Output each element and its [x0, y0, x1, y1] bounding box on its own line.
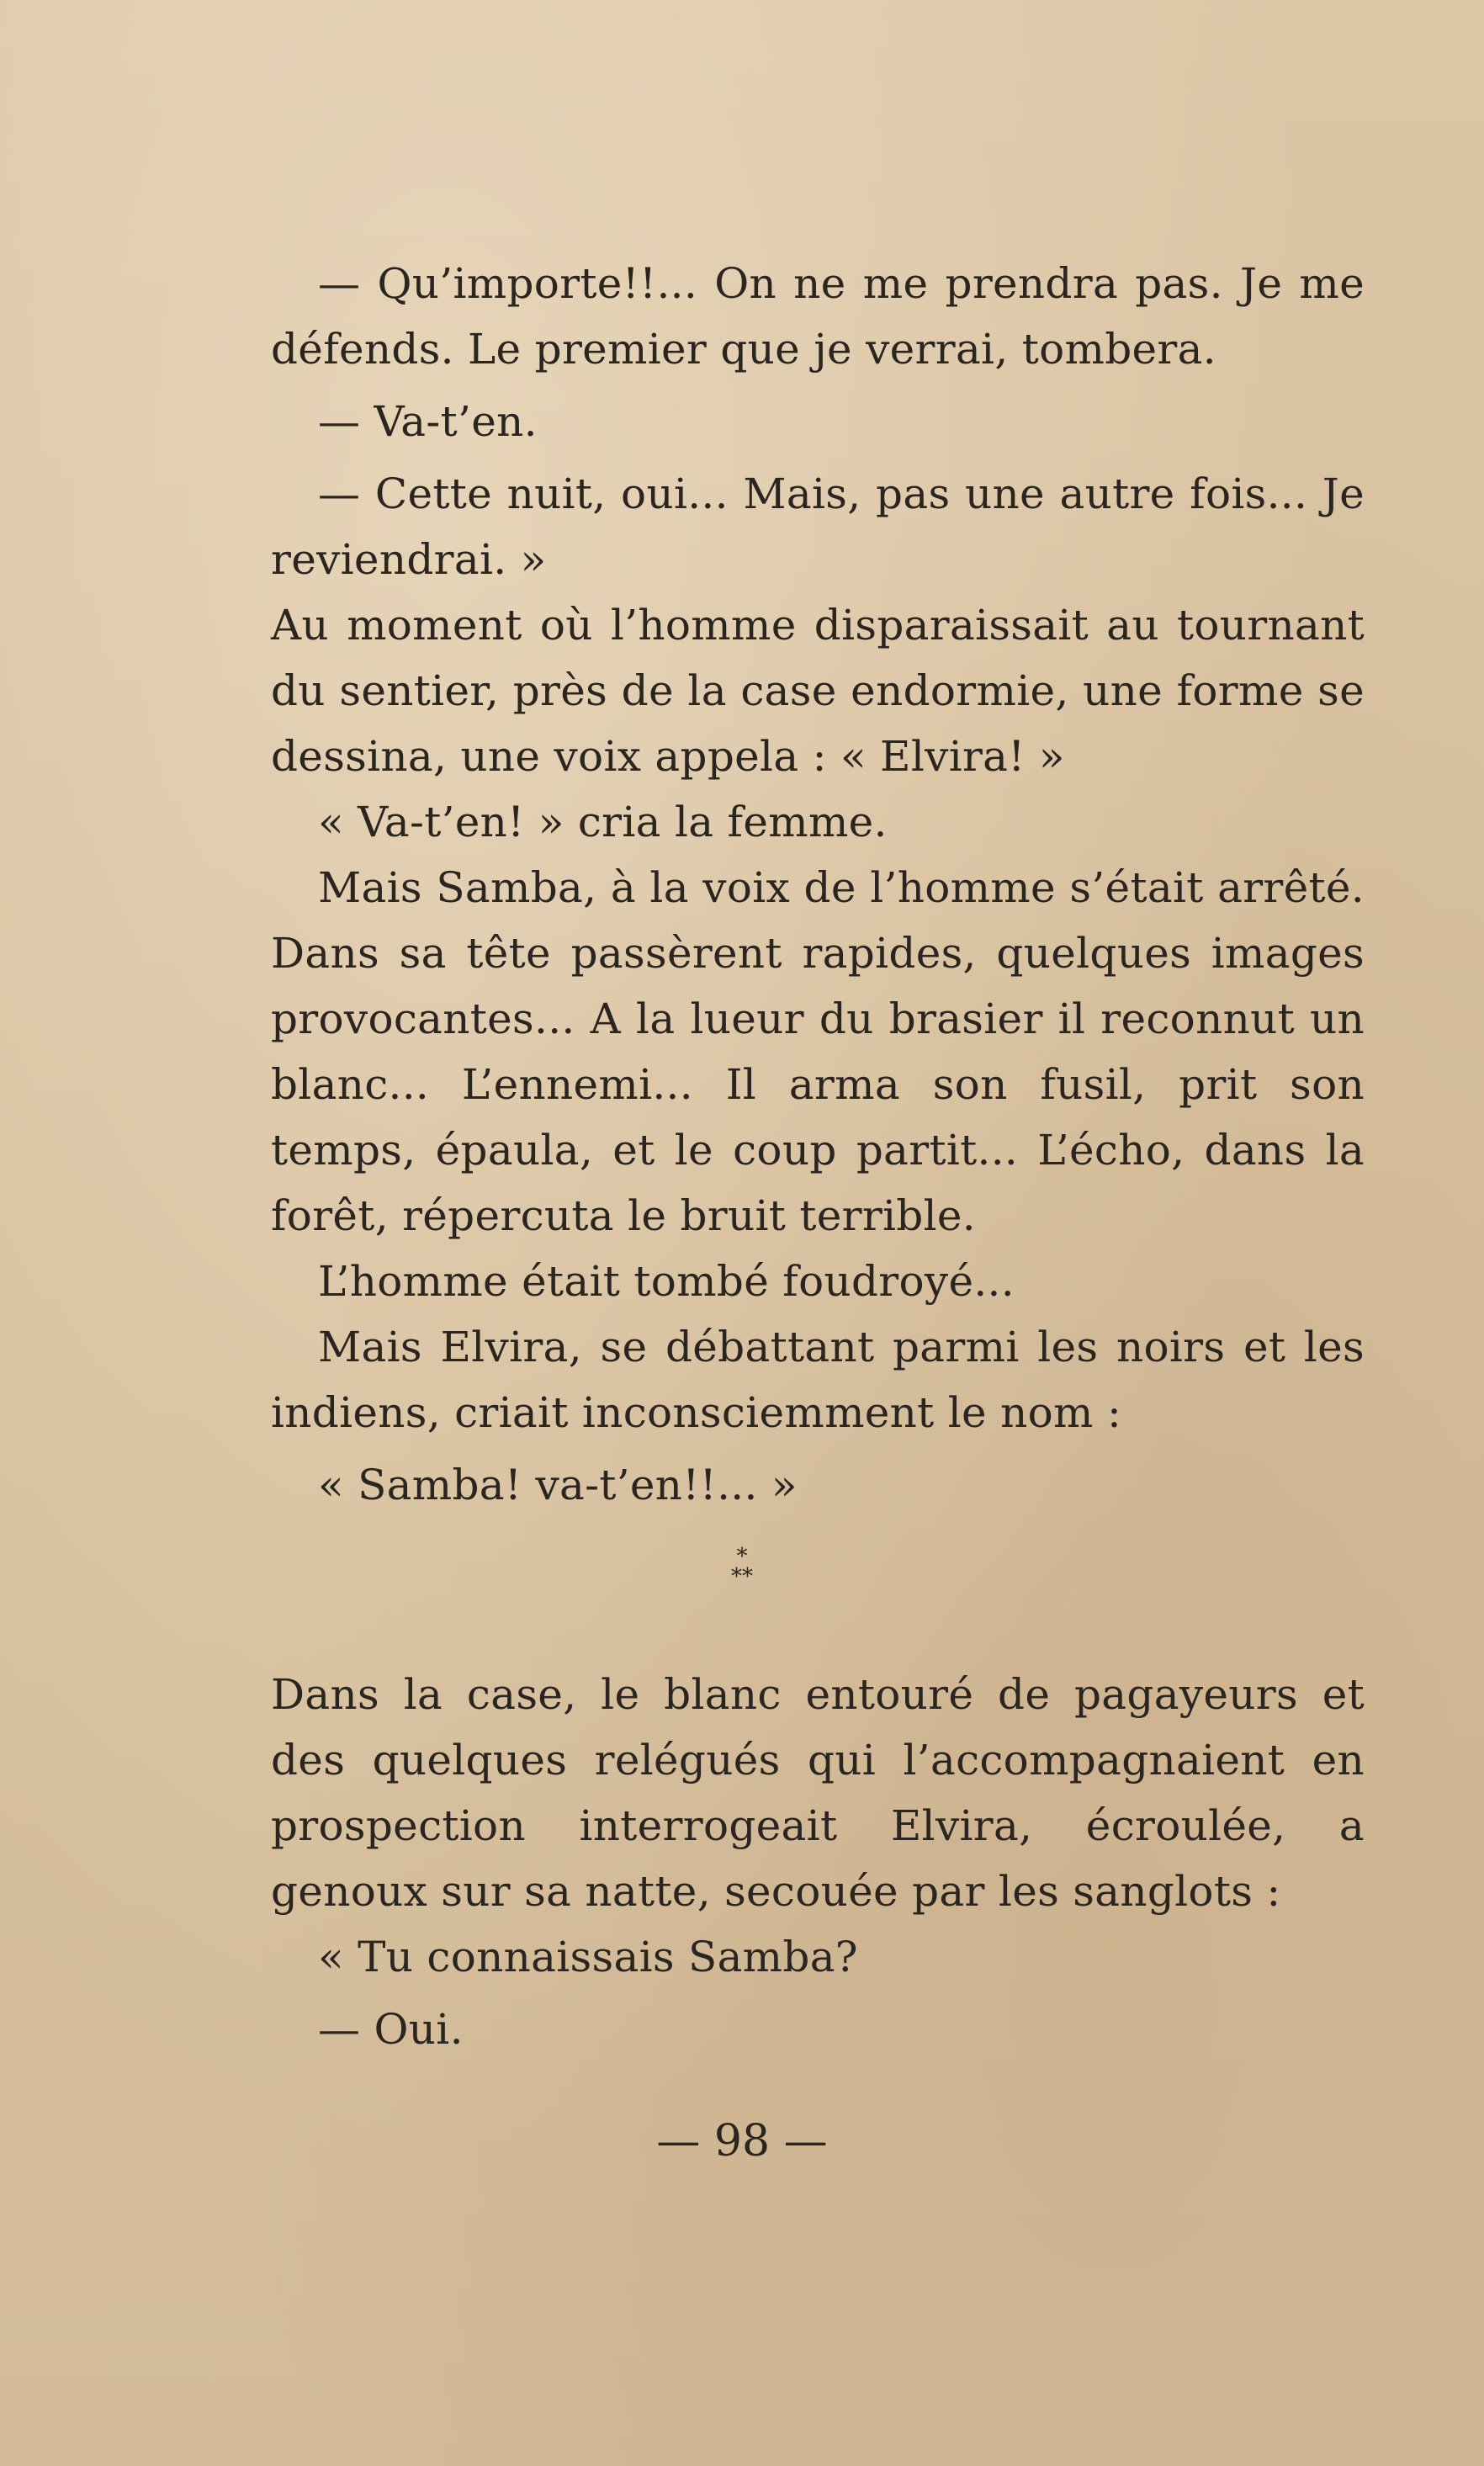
paragraph: Dans la case, le blanc entouré de pagayeurs et des quelques relégués qui l’accompagnaient en prospection interrogeait Elvira, écroulée, a genoux sur sa natte, secouée par les sanglots : [271, 1670, 1365, 1916]
paragraph: « Va-t’en! » cria la femme. [318, 798, 888, 846]
paragraph: Mais Elvira, se débattant parmi les noirs et les indiens, criait inconsciemment le nom : [271, 1323, 1365, 1437]
text-block-top [271, 251, 1365, 1518]
separator-star-top: * [736, 1544, 748, 1569]
paragraph: — Oui. [318, 2005, 464, 2054]
paragraph: — Va-t’en. [318, 397, 538, 446]
paragraph: — Qu’importe!!... On ne me prendra pas. Je me défends. Le premier que je verrai, tombera. [271, 259, 1365, 374]
paragraph: Au moment où l’homme disparaissait au tournant du sentier, près de la case endormie, une forme se dessina, une voix appela : « Elvira! » [271, 601, 1365, 781]
paragraph: « Samba! va-t’en!!... » [318, 1461, 798, 1509]
paragraph: — Cette nuit, oui... Mais, pas une autre fois... Je reviendrai. » [271, 469, 1365, 584]
section-separator [0, 1546, 1484, 1587]
paragraph: Mais Samba, à la voix de l’homme s’était arrêté. Dans sa tête passèrent rapides, quelques images provocantes... A la lueur du brasier il reconnut un blanc... L’ennemi... Il arma son fusil, prit son temps, épaula, et le coup partit... L’écho, dans la forêt, répercuta le bruit terrible. [271, 863, 1365, 1240]
text-block-bottom [271, 1662, 1365, 2062]
paragraph: « Tu connaissais Samba? [318, 1933, 858, 1981]
separator-star-bottom: ** [731, 1564, 753, 1589]
page-number: — 98 — [656, 2116, 828, 2166]
paragraph: L’homme était tombé foudroyé... [318, 1257, 1015, 1306]
